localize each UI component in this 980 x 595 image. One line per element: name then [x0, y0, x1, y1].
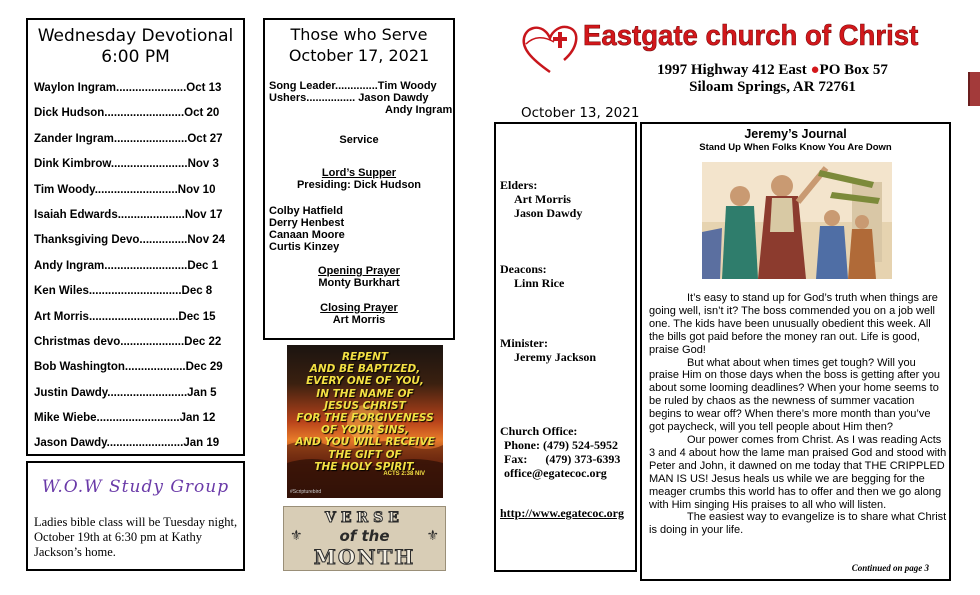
healing-illustration — [702, 162, 892, 279]
list-item: Derry Henbest — [269, 217, 345, 229]
devotional-title — [28, 26, 243, 68]
list-item: Mike Wiebe..........................Jan 12 — [34, 412, 216, 425]
minister-label: Minister: — [500, 336, 548, 350]
verse-line: THE GIFT OF — [328, 448, 402, 461]
list-item: Art Morris — [514, 192, 571, 206]
minister-block — [500, 336, 596, 364]
church-name: Eastgate church of Christ — [583, 20, 919, 52]
verse-line: IN THE NAME OF — [316, 387, 414, 400]
list-item: Dick Hudson.........................Oct 20 — [34, 107, 220, 120]
list-item: Linn Rice — [514, 276, 565, 290]
journal-panel — [640, 122, 951, 581]
acts-reference: ACTS 2:38 NIV — [383, 471, 425, 477]
serve-title — [265, 24, 453, 66]
devotional-title-line1: Wednesday Devotional — [37, 26, 234, 46]
serve-title-line2: October 17, 2021 — [288, 46, 430, 65]
website-link[interactable]: http://www.egatecoc.org — [500, 506, 624, 520]
opening-prayer-label: Opening Prayer — [318, 265, 400, 277]
list-item: Andy Ingram..........................Dec 1 — [34, 259, 219, 272]
fleur-de-lis-icon: ⚜ — [426, 527, 439, 543]
address-street: 1997 Highway 412 East — [657, 62, 807, 78]
list-item: Tim Woody..........................Nov 10 — [34, 183, 216, 196]
list-item: Colby Hatfield — [269, 205, 343, 217]
list-item: Jason Dawdy........................Jan 19 — [34, 437, 220, 450]
apostles-illustration-icon — [702, 162, 892, 279]
journal-title: Jeremy’s Journal — [744, 127, 847, 141]
acts-verse-text — [287, 351, 443, 473]
acts-verse-image — [287, 345, 443, 498]
serve-leaders — [265, 80, 453, 116]
verse-line: THE HOLY SPIRIT. — [314, 460, 416, 473]
verse-line: FOR THE FORGIVENESS — [296, 412, 434, 425]
deacons-label: Deacons: — [500, 262, 547, 276]
issue-date: October 13, 2021 — [521, 105, 640, 121]
journal-subtitle: Stand Up When Folks Know You Are Down — [699, 142, 892, 153]
list-item: Curtis Kinzey — [269, 241, 340, 253]
journal-paragraph: But what about when times get tough? Will you praise Him on those days when the boss is getting after you about some looming deadlines? When your home seems to be ruled by chaos as the newness of summer vacation begins to wear off? When there’s more month than you’ve got paycheck, will you tell people about Him then? — [649, 356, 941, 434]
list-item: Dink Kimbrow........................Nov 3 — [34, 158, 219, 171]
office-email[interactable]: office@egatecoc.org — [504, 466, 607, 480]
song-leader: Song Leader..............Tim Woody — [269, 80, 437, 92]
list-item: Justin Dawdy.........................Jan 5 — [34, 386, 217, 399]
verse-line: REPENT — [341, 351, 389, 363]
devotional-title-line2: 6:00 PM — [101, 47, 170, 67]
ushers: Ushers................ Jason Dawdy — [269, 92, 429, 104]
list-item: Bob Washington...................Dec 29 — [34, 361, 223, 374]
verse-word: VERSE — [325, 510, 404, 526]
journal-paragraph: The easiest way to evangelize is to share what Christ is doing in your life. — [649, 511, 947, 537]
page-edge-tab — [968, 72, 980, 106]
list-item: Thanksgiving Devo...............Nov 24 — [34, 234, 226, 247]
verse-line: JESUS CHRIST — [324, 399, 406, 412]
ushers-second: Andy Ingram — [385, 104, 453, 116]
wow-study-panel — [26, 461, 245, 571]
elders-label: Elders: — [500, 178, 538, 192]
serve-title-line1: Those who Serve — [290, 25, 428, 44]
continued-note: Continued on page 3 — [851, 563, 929, 573]
of-the-word: of the — [339, 527, 390, 545]
church-address — [620, 62, 925, 96]
verse-line: AND YOU WILL RECEIVE — [295, 436, 435, 449]
heart-cross-logo-icon — [520, 22, 580, 76]
address-city: Siloam Springs, AR 72761 — [689, 79, 856, 95]
closing-prayer-name: Art Morris — [332, 314, 386, 326]
list-item: Christmas devo....................Dec 22 — [34, 335, 222, 348]
image-credit: #Scripturebird — [290, 489, 322, 495]
lords-supper-label: Lord’s Supper — [321, 167, 397, 179]
wow-title: W.O.W Study Group — [41, 477, 230, 497]
minister-name: Jeremy Jackson — [514, 350, 597, 364]
list-item: Art Morris............................Dec 15 — [34, 310, 216, 323]
address-pobox: PO Box 57 — [819, 62, 888, 78]
list-item: Canaan Moore — [269, 229, 345, 241]
verse-of-month-banner — [283, 506, 446, 571]
verse-line: AND BE BAPTIZED, — [309, 363, 421, 376]
deacons-block — [500, 262, 564, 290]
verse-line: OF YOUR SINS, — [321, 424, 409, 437]
serve-panel — [263, 18, 455, 340]
devotional-panel — [26, 18, 245, 456]
wow-body: Ladies bible class will be Tuesday night, October 19th at 6:30 pm at Kathy Jackson’s home. — [34, 515, 238, 559]
journal-body — [649, 292, 947, 537]
staff-panel — [494, 122, 637, 572]
office-phone: Phone: (479) 524-5952 — [504, 438, 618, 452]
office-block — [500, 424, 620, 480]
office-fax: Fax: (479) 373-6393 — [504, 452, 621, 466]
opening-prayer-name: Monty Burkhart — [318, 277, 400, 289]
list-item: Jason Dawdy — [514, 206, 583, 220]
bullet-icon: ● — [810, 62, 820, 78]
office-label: Church Office: — [500, 424, 578, 438]
fleur-de-lis-icon: ⚜ — [290, 527, 303, 543]
journal-paragraph: It’s easy to stand up for God’s truth when things are going well, isn’t it? The boss commended you on a job well one. The kids have been unusually obedient this week. All the bills got paid before the money ran out. Life is good, praise God! — [649, 292, 938, 356]
servers-list — [265, 205, 453, 253]
verse-line: EVERY ONE OF YOU, — [306, 375, 424, 388]
devotional-list — [28, 76, 243, 457]
list-item: Ken Wiles.............................Dec 8 — [34, 285, 213, 298]
list-item: Isaiah Edwards.....................Nov 17 — [34, 208, 223, 221]
month-word: MONTH — [313, 545, 416, 569]
presiding: Presiding: Dick Hudson — [296, 179, 422, 191]
service-label: Service — [339, 134, 379, 146]
list-item: Zander Ingram.......................Oct 27 — [34, 132, 223, 145]
journal-paragraph: Our power comes from Christ. As I was reading Acts 3 and 4 about how the lame man praised God and stood with Peter and John, it dawned on me today that THE CRIPPLED MAN IS US! Jesus heals us while we are begging for the meager crumbs this world has to offer and then we go along with Him singing His praises to all who will listen. — [649, 433, 947, 511]
elders-block — [500, 178, 582, 220]
closing-prayer-label: Closing Prayer — [320, 302, 398, 314]
list-item: Waylon Ingram......................Oct 13 — [34, 82, 222, 94]
